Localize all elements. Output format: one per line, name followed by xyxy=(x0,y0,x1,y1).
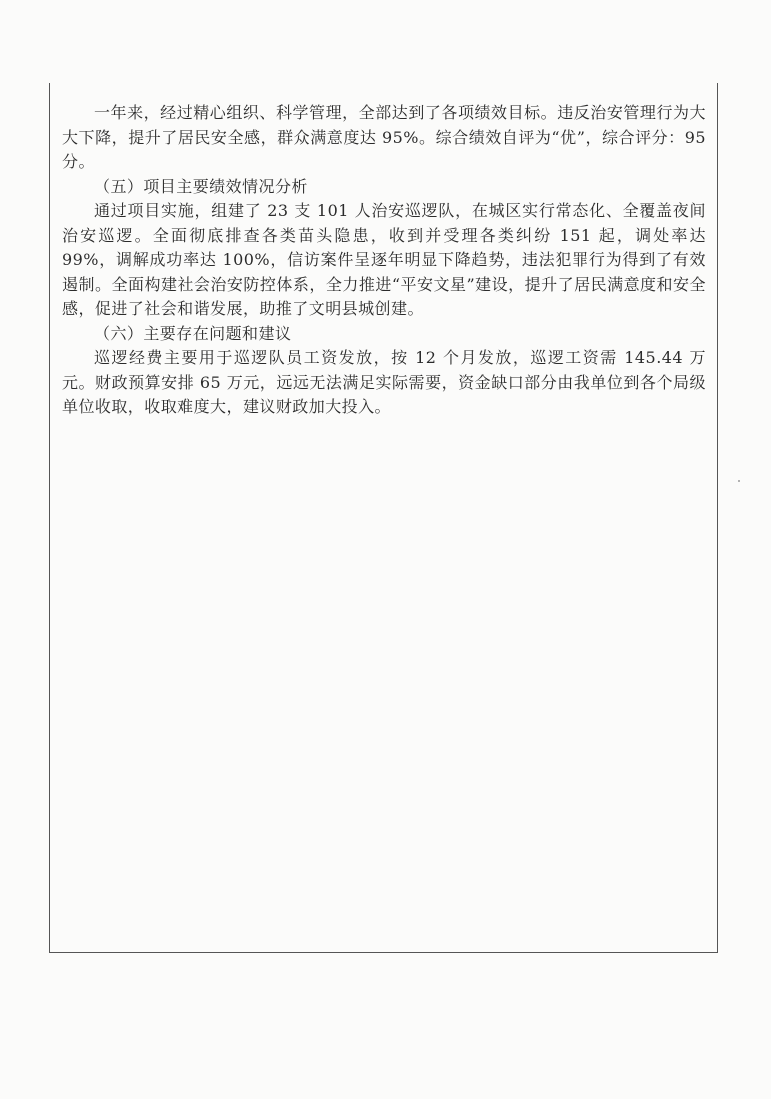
paragraph-performance-analysis: 通过项目实施，组建了 23 支 101 人治安巡逻队，在城区实行常态化、全覆盖夜间治安巡逻。全面彻底排查各类苗头隐患，收到并受理各类纠纷 151 起，调处率达 99%，调解成功率达 100%，信访案件呈逐年明显下降趋势，违法犯罪行为得到了有效遏制。全面构建社会治安防控体系，全力推进“平安文星”建设，提升了居民满意度和安全感，促进了社会和谐发展，助推了文明县城创建。 xyxy=(62,201,706,318)
paragraph-problems-suggestions: 巡逻经费主要用于巡逻队员工资发放，按 12 个月发放，巡逻工资需 145.44 万元。财政预算安排 65 万元，远远无法满足实际需要，资金缺口部分由我单位到各个局级单位收取，收取难度大，建议财政加大投入。 xyxy=(62,348,706,416)
section-heading-6: （六）主要存在问题和建议 xyxy=(94,323,292,343)
section-heading-5: （五）项目主要绩效情况分析 xyxy=(94,176,308,196)
scan-speck xyxy=(738,480,740,482)
document-body xyxy=(62,101,706,420)
form-table-cell xyxy=(49,83,718,953)
paragraph-performance-summary: 一年来，经过精心组织、科学管理，全部达到了各项绩效目标。违反治安管理行为大大下降，提升了居民安全感，群众满意度达 95%。综合绩效自评为“优”，综合评分：95 分。 xyxy=(62,103,706,171)
